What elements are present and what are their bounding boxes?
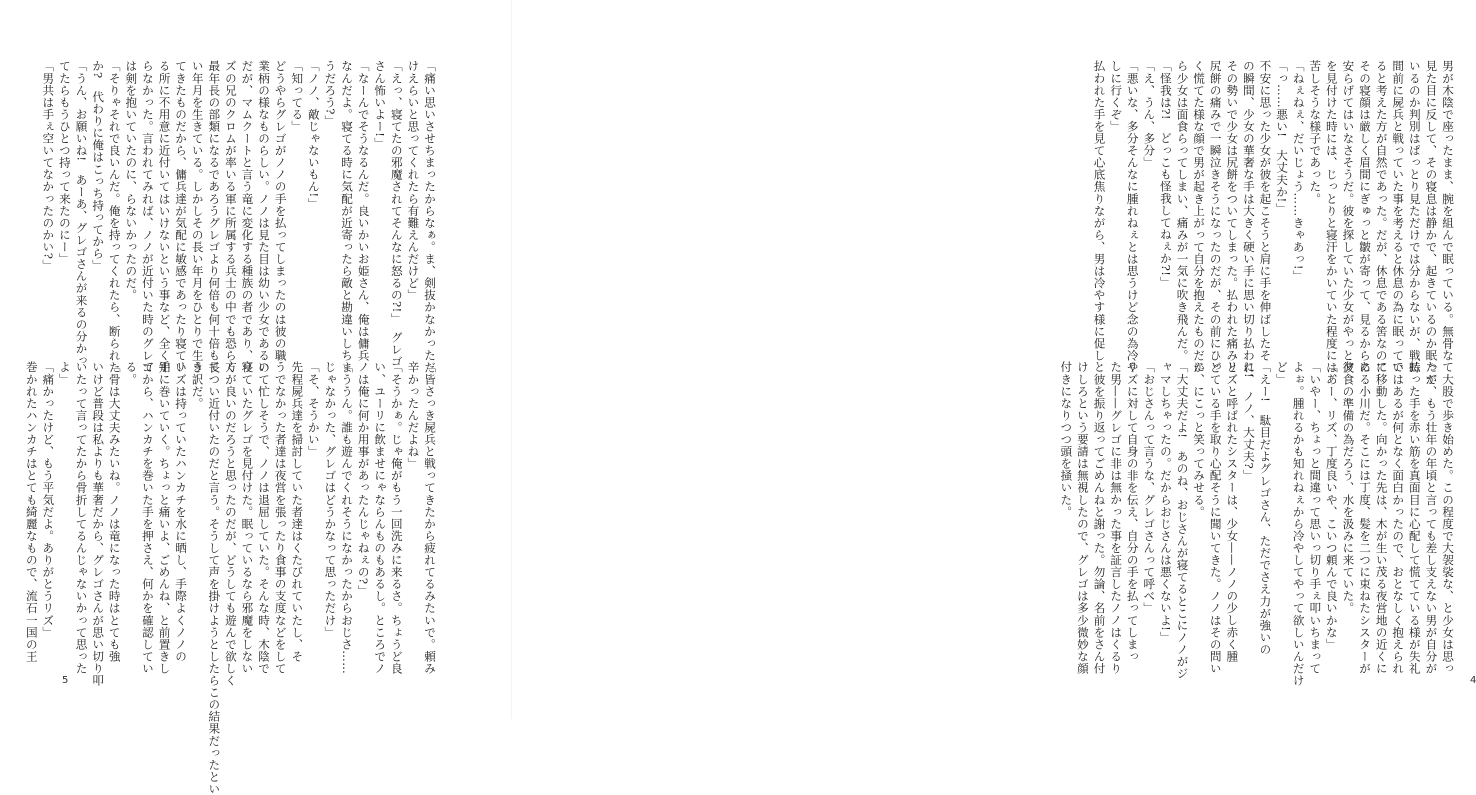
text-column: う訳だ。 [190, 361, 205, 410]
text-column: 安らげてはいなさそうだ。彼を探していた少女がやっと彼 [1341, 60, 1356, 374]
text-column: 「なーんでそうなるんだ。良いかいお姫さん、俺は傭兵 [356, 60, 371, 362]
text-column: ら少女は面食らってしまい、痛みが一気に吹き飛んだ。 [1175, 60, 1190, 362]
text-column: 業柄の様なものらしい。ノノは見た目は幼い少女であるの [257, 60, 272, 374]
text-column: だが、マムクートと言う竜に変化する種族の者であり、リ [240, 60, 255, 374]
text-column: 「ノノ、敵じゃないもん!」 [306, 60, 321, 210]
text-column: たが、もう壮年の年頃と言っても差し支えない男が自分が [1424, 361, 1439, 675]
text-column: 見た目に反して、その寝息は静かで、起きているのか眠って [1424, 60, 1439, 386]
text-column: 払われた手を見て心底焦りながら、男は冷やす様に促し [1092, 60, 1107, 362]
text-column: に、にこっと笑ってみせる。 [1192, 361, 1207, 518]
left-page [0, 0, 512, 795]
text-column: どうやらグレゴがノノの手を払ってしまったのは彼の職 [273, 60, 288, 362]
text-column: ある小川だ。そこには丁度、髪を二つに束ねたシスターが [1358, 361, 1373, 675]
text-column: 「っ……悪い! 大丈夫か!」 [1275, 60, 1290, 215]
text-column: しに行くぞ」 [1109, 60, 1124, 133]
text-column: 尻餅の痛みで一瞬泣きそうになったのだが、その前にひど [1208, 60, 1223, 374]
text-column: 苦しそうな様子であった。 [1308, 60, 1323, 205]
text-column: の瞬間、少女の華奢な手は大きく硬い手に思い切り払われ、 [1241, 60, 1256, 386]
text-column: 「ねぇねぇ、だいじょう……きゃあっ!」 [1291, 60, 1306, 282]
text-column: 「そ、そうかい」 [306, 361, 321, 458]
text-column: は剣を抱いていたのに、らないかったのだ。 [124, 60, 139, 301]
text-column: ズの兄のクロムが率いる軍に所属する兵士の中でも恐らく [223, 60, 238, 374]
text-column: 「大丈夫だよ! あのね、おじさんが寝てるとこにノノがジ [1175, 361, 1190, 680]
left-page-upper-text [41, 60, 438, 374]
text-column: いるのか判別はぱっとり見ただけでは分からないが、戦時 [1407, 60, 1422, 374]
right-page-lower-text [1059, 361, 1456, 687]
text-column: てつい近付いたのだと言う。そうして声を掛けようとしたらこの結果だったとい [207, 361, 222, 795]
text-column: 「ううん。誰も遊んでくれそうになかったからおじさ…… [340, 361, 355, 675]
text-column: 「悪いな、多分そんなに腫れねぇとは思うけど念の為冷や [1125, 60, 1140, 374]
text-column: リズは持っていたハンカチを水に晒し、手際よくノノの [174, 361, 189, 663]
text-column: いけど普段は私よりも華奢だから、グレゴさんが思い切り叩 [91, 361, 106, 687]
text-column: 最年長の部類になるであろうグレゴより何倍も何十倍も長 [207, 60, 222, 374]
text-column: なんだよ。寝てる時に気配が近寄ったら敵と勘違いしちま [340, 60, 355, 374]
text-column: 「知ってる」 [290, 60, 305, 133]
text-column: ノは俺に何か用事があったんじゃねぇの?」 [356, 361, 371, 597]
text-column: 夕食の準備の為だろう、水を汲みに来ていた。 [1341, 361, 1356, 615]
text-column: 「そうかぁ。じゃ俺がもう一回洗みに来るさ。ちょうど良 [389, 361, 404, 675]
text-column: 間前に屍兵と戦っていた事を考えると休息の為に眠ってい [1391, 60, 1406, 374]
text-column: 「骨は大丈夫みたいね。ノノは竜になった時はとても強 [107, 361, 122, 663]
text-column: る。 [124, 361, 139, 386]
text-column: 先程屍兵達を掃討していた者達はくたびれていたし、そ [290, 361, 305, 663]
text-column: い年月を生きている。しかしその長い年月をひとりで生き [190, 60, 205, 374]
text-column: 男が木陰で座ったまま、腕を組んで眠っている。無骨な [1441, 60, 1455, 362]
text-column: よぉ。腫れるかも知れねぇから冷やしてやって欲しいんだけ [1291, 361, 1306, 687]
left-page-lower-text [24, 361, 438, 795]
text-column: 「えっ、寝てたの邪魔されてそんなに怒るの?!」 グレゴ [389, 60, 404, 368]
text-column: 「痛かったけど、もう平気だよ。ありがとうリズ」 [41, 361, 56, 639]
text-column: リズと呼ばれたシスターは、少女——ノノの少し赤く腫 [1225, 361, 1240, 663]
text-column: 「えー! 駄目だよグレゴさん、ただでさえ力が強いの [1258, 361, 1273, 656]
text-column: く慌てた様な顔で男が起き上がって自分を抱えたものだか [1192, 60, 1207, 374]
text-column: いたって言ってたから骨折してるんじゃないかって思った [74, 361, 89, 675]
text-column: てから、ハンカチを巻いた手を押さえ、何かを確認してい [140, 361, 155, 675]
text-column: と彼を振り返ってごめんねと謝った。勿論、名前をさん付 [1092, 361, 1107, 675]
text-column: 「皆さっき屍兵と戦ってきたから疲れてるみたいで。頼み [423, 361, 437, 675]
left-page-number: 5 [62, 675, 69, 686]
text-column: 「そりゃそれで良いんだ。俺を持ってくれたら、断られた [107, 60, 122, 374]
text-column: その勢いで少女は尻餅をついてしまった。払われた痛みと [1225, 60, 1240, 374]
text-column: る所に不用意に近付いてはいけないという事など、全く知 [157, 60, 172, 374]
text-column: 「え、うん、多分」 [1142, 60, 1157, 169]
text-column: 「おじさんって言うな、グレゴさんって呼べ」 [1142, 361, 1157, 615]
text-column: い、ユーリに飲ませにゃならんものもあるし。ところでノ [373, 361, 388, 675]
text-column: ど」 [1275, 361, 1290, 386]
text-column: さん怖いよー!」 [373, 60, 388, 150]
text-column: か? 代わりに俺はこっち持ってから」 [91, 60, 106, 272]
text-column: けえらいと思ってくれたら有難えんだけど」 [406, 60, 421, 301]
text-column: 「痛い思いさせちまったからなぁ。ま、剣抜かなかっただ [423, 60, 437, 374]
text-column: 「うん、お願いね! あーあ、グレゴさんが来るの分かっ [74, 60, 89, 367]
text-column: てきたものだから、傭兵達が気配に敏感であったり寝てい [174, 60, 189, 374]
text-column: うでなかった者達は夜営を張ったり食事の支度などをして [273, 361, 288, 675]
text-column: に! ノノ、大丈夫?」 [1241, 361, 1256, 482]
text-column: 手に巻いていく。ちょっと痛いよ、ごめんね、と前置きし [157, 361, 172, 675]
text-column: その寝顔は厳しく眉間にぎゅっと皺が寄って、見るからに [1358, 60, 1373, 374]
text-column: 不安に思った少女が彼を起こそうと肩に手を伸ばしたそ [1258, 60, 1273, 362]
right-page-upper-text [1090, 60, 1456, 386]
text-column: 払った手を赤い筋を真面目に心配して慌てている様が失礼 [1407, 361, 1422, 675]
text-column: た男——グレゴに非は無かった事を証言したノノはくるり [1109, 361, 1124, 675]
text-column: じゃなかった、グレゴはどうかなって思っただけ」 [323, 361, 338, 639]
text-column: 「いやー、ちょっと間違って思いっ切り手ぇ叩いちまって [1308, 361, 1323, 675]
text-column: らなかった。言われてみれば、ノノが近付いた時のグレゴ [140, 60, 155, 374]
text-column: いて忙しそうで、ノノは退屈していた。そんな時、木陰で [257, 361, 272, 675]
text-column: を見付けた時には、じっとりと寝汗をかいていた程度には、 [1324, 60, 1339, 386]
text-column: うだろう?」 [323, 60, 338, 127]
right-page [512, 0, 1476, 719]
text-column: っている手を取り心配そうに聞いてきた。ノノはその問い [1208, 361, 1223, 675]
text-column: ャマしちゃったの。だからおじさんは悪くないよ!」 [1158, 361, 1173, 644]
text-column: てたらもうひとつ持って来たのにー」 [57, 60, 72, 265]
text-column: 辛かったんだよね」 [406, 361, 421, 470]
text-column: て移動した。向かった先は、木が生い茂る夜営地の近くに [1374, 361, 1389, 675]
text-column: 巻かれたハンカチはとても綺麗なもので、流石一国の王 [24, 361, 39, 663]
text-column: 付きになりつつ頭を掻いた。 [1059, 361, 1074, 518]
text-column: けしろという要請は無視したので、グレゴは多少微妙な顔 [1075, 361, 1090, 675]
text-column: 寝ていたグレゴを見付けた。眠っているなら邪魔をしない [240, 361, 255, 675]
text-column: ではあるが何となく面白かったので、おとなしく抱えられ [1391, 361, 1406, 675]
text-column: リズに対して自身の非を伝え、自分の手を払ってしまっ [1125, 361, 1140, 663]
text-column: ると考えた方が自然であった。だが、休息である筈なのに [1374, 60, 1389, 374]
text-column: て大股で歩き始めた。この程度で大袈裟な、と少女は思っ [1441, 361, 1455, 675]
text-column: よ」 [57, 361, 72, 386]
text-column: 「怪我は?! どっこも怪我してねぇか?!」 [1158, 60, 1173, 289]
text-column: 「男共は手ぇ空いてなかったのかい?」 [41, 60, 56, 272]
text-column: 方が良いのだろうと思ったのだが、どうしても遊んで欲しく [223, 361, 238, 687]
right-page-number: 4 [1470, 675, 1476, 686]
text-column: 「あー、リズ、丁度良いや、こいつ頼んで良いかな」 [1324, 361, 1339, 651]
